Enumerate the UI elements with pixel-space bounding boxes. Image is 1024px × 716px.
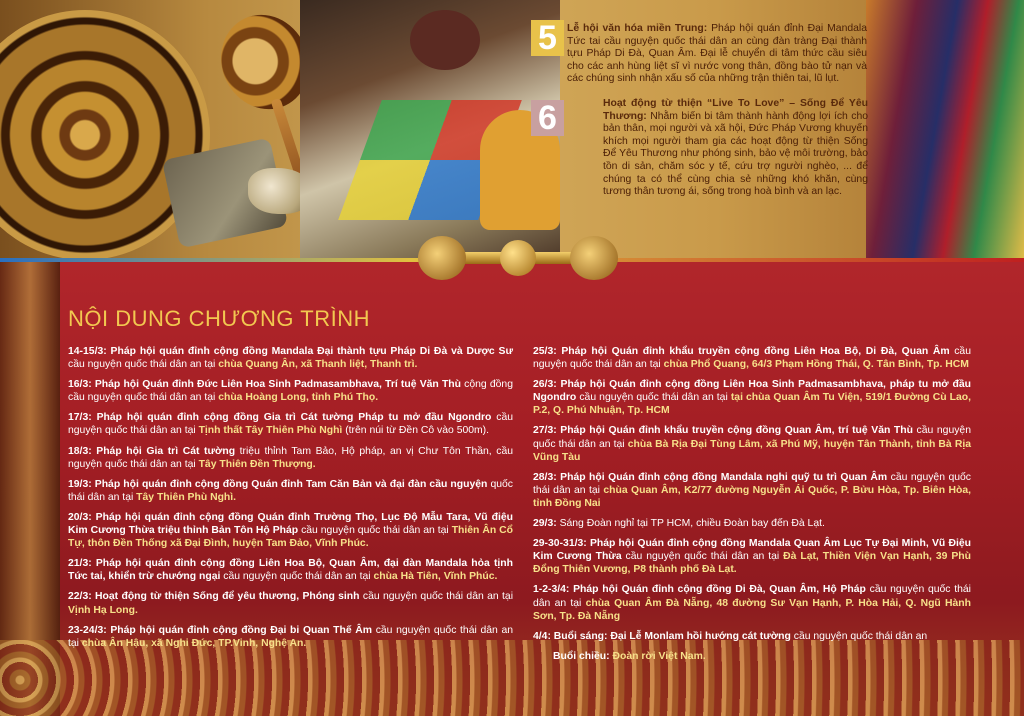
program-entry: 22/3: Hoạt động từ thiện Sống để yêu thương, Phóng sinh cầu nguyện quốc thái dân an tại Vịnh Hạ Long. xyxy=(68,591,513,616)
program-entry: 23-24/3: Pháp hội quán đỉnh cộng đồng Đại bi Quan Thế Âm cầu nguyện quốc thái dân an tại chùa Ân Hậu, xã Nghi Đức, TP.Vinh, Nghệ An. xyxy=(68,624,514,649)
program-entry: 17/3: Pháp hội quán đỉnh cộng đồng Gia trì Cát tường Pháp tu mở đầu Ngondro cầu nguyện quốc thái dân an tại Tịnh thất Tây Thiên Phù Nghì (trên núi từ Đền Cô vào 500m). xyxy=(68,412,514,437)
festival-note-6 xyxy=(603,98,868,199)
program-entry: 18/3: Pháp hội Gia trì Cát tường triệu thỉnh Tam Bảo, Hộ pháp, an vị Chư Tôn Thần, cầu nguyện quốc thái dân an tại Tây Thiên Đền Thượng. xyxy=(68,445,513,470)
program-entry-afternoon: Buổi chiều: Đoàn rời Việt Nam. xyxy=(553,650,706,662)
section-number-5: 5 xyxy=(531,20,564,56)
program-column-right xyxy=(533,345,971,670)
dancer-costume-image xyxy=(866,0,1024,262)
festival-title: Hoạt động từ thiện “Live To Love” – Sống Để Yêu Thương: xyxy=(603,98,868,122)
program-entry: 29/3: Sáng Đoàn nghỉ tại TP HCM, chiều Đoàn bay đến Đà Lạt. xyxy=(533,518,825,530)
program-entry: 26/3: Pháp hội Quán đỉnh cộng đồng Liên Hoa Sinh Padmasambhava, pháp tu mở đầu Ngondro cầu nguyện quốc thái dân an tại tại chùa Quan Âm Tu Viện, 519/1 Đường Cù Lao, P.2, Q. Phú Nhuận, Tp. HCM xyxy=(533,379,971,417)
festival-title: Lễ hội văn hóa miền Trung: xyxy=(567,23,708,34)
program-entry: 1-2-3/4: Pháp hội Quán đỉnh cộng đồng Di Đà, Quan Âm, Hộ Pháp cầu nguyện quốc thái dân an tại chùa Quan Âm Đà Nẵng, 48 đường Sư Vạn Hạnh, P. Hòa Hải, Q. Ngũ Hành Sơn, Tp. Đà Nẵng xyxy=(533,584,971,622)
section-number-6: 6 xyxy=(531,100,564,136)
program-entry: 28/3: Pháp hội Quán đỉnh cộng đồng Mandala nghi quỹ tu trì Quan Âm cầu nguyện quốc thái dân an tại chùa Quan Âm, K2/77 đường Nguyễn Ái Quốc, P. Bửu Hòa, Tp. Biên Hòa, tỉnh Đồng Nai xyxy=(533,471,972,509)
top-banner xyxy=(0,0,1024,262)
program-entry: 21/3: Pháp hội quán đỉnh cộng đồng Liên Hoa Bộ, Quan Âm, đại đàn Mandala hỏa tịnh Tức tai, khiển trừ chướng ngại cầu nguyện quốc thái dân an tại chùa Hà Tiên, Vĩnh Phúc. xyxy=(68,558,513,583)
festival-body: Nhằm biến bi tâm thành hành động lợi ích cho bản thân, mọi người và xã hội, Đức Pháp Vương khuyến khích mọi người tham gia các hoạt động từ thiện Sống Để Yêu Thương như phóng sinh, bảo vệ môi trường, bảo tồn di sản, chăm sóc y tế, cứu trợ người nghèo, ... để chúng ta có thể cùng chia sẻ những khó khăn, cùng tương thân tương ái, sống trong hoà bình và an lạc. xyxy=(603,110,868,198)
program-column-left xyxy=(68,345,513,657)
program-entry: 20/3: Pháp hội quán đỉnh cộng đồng Quán đỉnh Trường Thọ, Lục Độ Mẫu Tara, Vũ điệu Kim Cương Thừa triệu thỉnh Bản Tôn Hộ Pháp cầu nguyện quốc thái dân an tại Thiên Ân Cổ Tự, thôn Đền Thống xã Đại Đình, huyện Tam Đảo, Vĩnh Phúc. xyxy=(68,511,513,550)
program-entry: 4/4: Buổi sáng: Đại Lễ Monlam hồi hướng cát tường cầu nguyện quốc thái dân an xyxy=(533,630,928,642)
festival-body: Pháp hội quán đỉnh Đại Mandala Tức tai cầu nguyện quốc thái dân an cùng đàn tràng Đại thành tựu Pháp Di Đà, Quan Âm. Đại lễ chuyển di tâm thức cầu siêu cho các anh hùng liệt sĩ vì nước vong thân, đồng bào tử nạn và các chúng sinh nhận xấu số của những trận thiên tai, lũ lụt. xyxy=(567,23,868,85)
program-entry: 25/3: Pháp hội Quán đỉnh khẩu truyền cộng đồng Liên Hoa Bộ, Di Đà, Quan Âm cầu nguyện quốc thái dân an tại chùa Phổ Quang, 64/3 Phạm Hồng Thái, Q. Tân Bình, Tp. HCM xyxy=(533,346,971,371)
vajra-icon xyxy=(418,232,618,286)
program-entry: 19/3: Pháp hội quán đỉnh cộng đồng Quán đỉnh Tam Căn Bản và đại đàn cầu nguyện quốc thái dân an tại Tây Thiên Phù Nghì. xyxy=(68,478,514,503)
program-title: NỘI DUNG CHƯƠNG TRÌNH xyxy=(68,306,370,331)
monk-image xyxy=(410,10,480,70)
program-entry: 29-30-31/3: Pháp hội Quán đỉnh cộng đồng Mandala Quan Âm Lục Tự Đại Minh, Vũ Điệu Kim Cương Thừa cầu nguyện quốc thái dân an tại Đà Lạt, Thiền Viện Vạn Hạnh, 39 Phù Đổng Thiên Vương, P8 thành phố Đà Lạt. xyxy=(533,538,972,576)
program-entry: 14-15/3: Pháp hội quán đỉnh cộng đồng Mandala Đại thành tựu Pháp Di Đà và Dược Sư cầu nguyện quốc thái dân an tại chùa Quang Ân, xã Thanh liệt, Thanh trì. xyxy=(68,346,513,371)
program-entry: 27/3: Pháp hội Quán đỉnh khẩu truyền cộng đồng Quan Âm, trí tuệ Văn Thù cầu nguyện quốc thái dân an tại chùa Bà Rịa Đại Tùng Lâm, xã Phú Mỹ, huyện Tân Thành, tỉnh Bà Rịa Vũng Tàu xyxy=(533,425,971,463)
festival-note-5 xyxy=(567,23,867,86)
program-entry: 16/3: Pháp hội Quán đỉnh Đức Liên Hoa Sinh Padmasambhava, Trí tuệ Văn Thù cộng đồng cầu nguyện quốc thái dân an tại chùa Hoàng Long, tỉnh Phú Thọ. xyxy=(68,379,513,404)
